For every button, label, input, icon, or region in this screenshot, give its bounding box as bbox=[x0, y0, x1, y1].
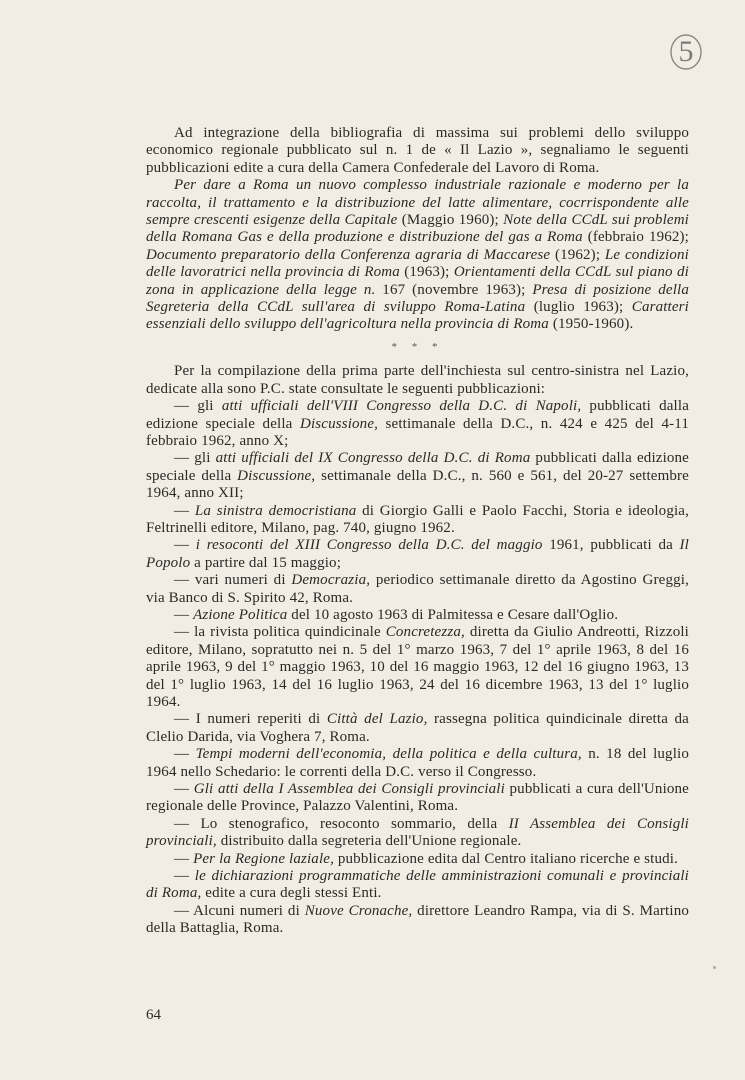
source-entry bbox=[146, 503, 689, 538]
italic-title: Note della CCdL sui problemi della Romana Gas e della produzione e distribuzione del gas a Roma bbox=[146, 212, 689, 246]
text-run: — Alcuni numeri di bbox=[174, 902, 305, 919]
italic-title: le dichiarazioni programmatiche delle amministrazioni comunali e provinciali di Roma, bbox=[146, 868, 689, 902]
italic-title: II Assemblea dei Consigli provinciali, bbox=[146, 815, 689, 850]
italic-title: Città del Lazio, bbox=[326, 711, 428, 728]
italic-title: Tempi moderni dell'economia, della politica e della cultura, bbox=[195, 746, 582, 763]
italic-title: Per dare a Roma un nuovo complesso industriale razionale e moderno per la raccolta, il trattamento e la distribuzione del latte alimentare, cocrrispondente alle sempre crescenti esigenze della Capitale bbox=[146, 177, 689, 229]
italic-title: Il Popolo bbox=[146, 537, 689, 571]
text-run: — Lo stenografico, resoconto sommario, della bbox=[174, 815, 509, 832]
italic-title: Concretezza, bbox=[385, 624, 465, 641]
text-run: pubblicati a cura dell'Unione regionale delle Province, Palazzo Valentini, Roma. bbox=[146, 781, 689, 815]
text-run: — la rivista politica quindicinale bbox=[174, 624, 386, 641]
italic-title: Discussione, bbox=[299, 415, 379, 432]
source-entry bbox=[146, 450, 689, 502]
text-run: pubblicati dalla edizione speciale della bbox=[146, 398, 689, 432]
text-run: diretta da Giulio Andreotti, Rizzoli editore, Milano, sopratutto nei n. 5 del 1° marzo 1963, 7 del 1° aprile 1963, 8 del 16 aprile 1963, 9 del 1° maggio 1963, 10 del 16 maggio 1963, 12 del 16 giugno 1963, 13 del 1° luglio 1963, 14 del 16 luglio 1963, 24 del 16 dicembre 1963, 13 del 1° luglio 1964. bbox=[146, 624, 690, 710]
text-run: — bbox=[174, 537, 196, 554]
source-entry bbox=[146, 868, 689, 903]
italic-title: Democrazia, bbox=[291, 572, 371, 589]
intro-paragraph: Ad integrazione della bibliografia di massima sui problemi dello sviluppo economico regionale pubblicato sul n. 1 de « Il Lazio », segnaliamo le seguenti pubblicazioni edite a cura della Camera Confederale del Lavoro di Roma. bbox=[146, 125, 689, 176]
text-run: di Giorgio Galli e Paolo Facchi, Storia e ideologia, Feltrinelli editore, Milano, pag. 740, giugno 1962. bbox=[146, 502, 689, 536]
text-run: rassegna politica quindicinale diretta da Clelio Darida, via Voghera 7, Roma. bbox=[146, 711, 689, 745]
source-entry bbox=[146, 746, 689, 781]
text-run: — bbox=[174, 781, 194, 798]
italic-title: Nuove Cronache, bbox=[304, 902, 413, 919]
text-run: edite a cura degli stessi Enti. bbox=[201, 885, 382, 902]
text-run: periodico settimanale diretto da Agostino Greggi, via Banco di S. Spirito 42, Roma. bbox=[146, 572, 689, 606]
text-run: — bbox=[174, 746, 196, 763]
bibliography-paragraph bbox=[146, 177, 689, 334]
source-entry bbox=[146, 781, 689, 816]
text-run: (Maggio 1960); bbox=[397, 212, 504, 229]
italic-title: Azione Politica bbox=[193, 606, 288, 623]
text-run: (febbraio 1962); bbox=[582, 229, 690, 246]
italic-title: atti ufficiali del IX Congresso della D.C. di Roma bbox=[215, 450, 531, 467]
italic-title: Caratteri essenziali dello sviluppo dell'agricoltura nella provincia di Roma bbox=[146, 299, 689, 333]
source-entry bbox=[146, 711, 689, 746]
source-entry bbox=[146, 572, 689, 607]
italic-title: atti ufficiali dell'VIII Congresso della D.C. di Napoli, bbox=[221, 398, 582, 415]
section-separator: * * * bbox=[391, 340, 444, 353]
source-entry bbox=[146, 903, 689, 938]
text-run: pubblicati dalla edizione speciale della bbox=[146, 450, 689, 484]
text-run: — bbox=[174, 868, 195, 885]
text-run: — gli bbox=[174, 450, 216, 467]
italic-title: Documento preparatorio della Conferenza agraria di Maccarese bbox=[146, 246, 551, 263]
italic-title: La sinistra democristiana bbox=[194, 502, 357, 519]
text-run: direttore Leandro Rampa, via di S. Martino della Battaglia, Roma. bbox=[146, 902, 689, 937]
text-run: del 10 agosto 1963 di Palmitessa e Cesare dall'Oglio. bbox=[287, 606, 619, 623]
text-run: (1950-1960). bbox=[548, 316, 634, 333]
italic-title: Discussione, bbox=[237, 467, 316, 484]
italic-title: Le condizioni delle lavoratrici nella provincia di Roma bbox=[146, 246, 689, 281]
italic-title: Presa di posizione della Segreteria della CCdL sull'area di sviluppo Roma-Latina bbox=[146, 281, 689, 316]
source-entry bbox=[146, 816, 689, 851]
text-run: 167 (novembre 1963); bbox=[375, 281, 533, 298]
text-run: distribuito dalla segreteria dell'Unione regionale. bbox=[216, 833, 522, 850]
sources-intro-paragraph: Per la compilazione della prima parte dell'inchiesta sul centro-sinistra nel Lazio, dedicate alla sono P.C. state consultate le seguenti pubblicazioni: bbox=[146, 363, 689, 397]
page-number: 64 bbox=[146, 1007, 161, 1023]
text-run: 1961, pubblicati da bbox=[542, 537, 680, 554]
source-entry bbox=[146, 851, 689, 868]
source-entry bbox=[146, 398, 689, 450]
text-run: settimanale della D.C., n. 424 e 425 del 4-11 febbraio 1962, anno X; bbox=[146, 415, 689, 449]
italic-title: i resoconti del XIII Congresso della D.C. del maggio bbox=[195, 537, 543, 554]
handwritten-number: 5 bbox=[678, 35, 694, 68]
text-run: n. 18 del luglio 1964 nello Schedario: le correnti della D.C. verso il Congresso. bbox=[146, 746, 689, 780]
source-entry bbox=[146, 624, 689, 711]
text-run: a partire dal 15 maggio; bbox=[190, 554, 342, 571]
source-entry bbox=[146, 537, 689, 572]
source-entry bbox=[146, 607, 689, 624]
text-run: pubblicazione edita dal Centro italiano ricerche e studi. bbox=[333, 850, 678, 867]
body-text bbox=[146, 125, 689, 938]
text-run: — gli bbox=[174, 398, 222, 415]
text-run: — bbox=[174, 606, 194, 623]
text-run: (1963); bbox=[399, 264, 454, 281]
italic-title: Per la Regione laziale, bbox=[193, 850, 334, 867]
text-run: — vari numeri di bbox=[174, 572, 292, 589]
paper-speck bbox=[713, 966, 716, 969]
text-run: settimanale della D.C., n. 560 e 561, del 20-27 settembre 1964, anno XII; bbox=[146, 467, 689, 502]
text-run: (luglio 1963); bbox=[525, 299, 632, 316]
sources-list bbox=[146, 398, 689, 938]
text-run: — bbox=[174, 850, 194, 867]
text-run: — bbox=[174, 502, 195, 519]
handwritten-page-mark bbox=[668, 32, 704, 72]
text-run: (1962); bbox=[550, 246, 605, 263]
italic-title: Gli atti della I Assemblea dei Consigli provinciali bbox=[193, 781, 505, 798]
text-run: — I numeri reperiti di bbox=[174, 711, 327, 728]
italic-title: Orientamenti della CCdL sul piano di zona in applicazione della legge n. bbox=[146, 264, 689, 298]
